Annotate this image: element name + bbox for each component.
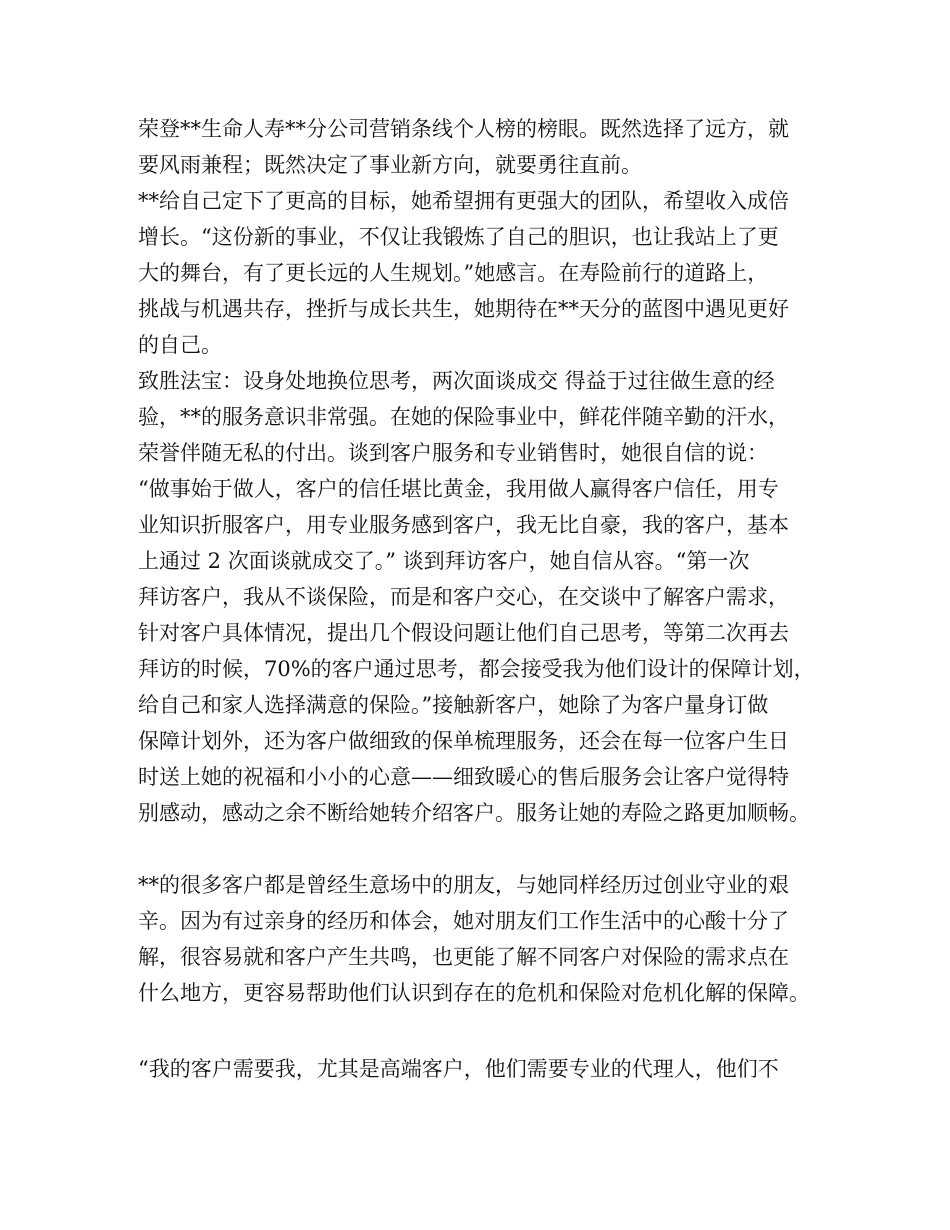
text-line: 给自己和家人选择满意的保险。”接触新客户，她除了为客户量身订做: [138, 693, 769, 717]
text-line: 验，**的服务意识非常强。在她的保险事业中，鲜花伴随辛勤的汗水，: [138, 405, 789, 429]
paragraph-block-2: [138, 867, 818, 1011]
text-line: 增长。“这份新的事业，不仅让我锻炼了自己的胆识，也让我站上了更: [138, 225, 779, 249]
text-line: 业知识折服客户，用专业服务感到客户，我无比自豪，我的客户，基本: [138, 513, 789, 537]
text-line: 大的舞台，有了更长远的人生规划。”她感言。在寿险前行的道路上，: [138, 261, 769, 285]
text-line: 保障计划外，还为客户做细致的保单梳理服务，还会在每一位客户生日: [138, 729, 789, 753]
paragraph-block-3: [138, 1051, 818, 1087]
text-line: 拜访客户，我从不谈保险，而是和客户交心，在交谈中了解客户需求，: [138, 585, 789, 609]
text-line: 拜访的时候，70%的客户通过思考，都会接受我为他们设计的保障计划，: [138, 657, 815, 681]
text-line: 要风雨兼程；既然决定了事业新方向，就要勇往直前。: [138, 153, 642, 177]
text-line: 辛。因为有过亲身的经历和体会，她对朋友们工作生活中的心酸十分了: [138, 909, 789, 933]
text-line: 解，很容易就和客户产生共鸣，也更能了解不同客户对保险的需求点在: [138, 945, 789, 969]
text-line: 挑战与机遇共存，挫折与成长共生，她期待在**天分的蓝图中遇见更好: [138, 297, 789, 321]
text-line: 针对客户具体情况，提出几个假设问题让他们自己思考，等第二次再去: [138, 621, 789, 645]
text-line: 别感动，感动之余不断给她转介绍客户。服务让她的寿险之路更加顺畅。: [138, 801, 810, 825]
text-line: “做事始于做人，客户的信任堪比黄金，我用做人赢得客户信任，用专: [138, 477, 779, 501]
text-line: 什么地方，更容易帮助他们认识到存在的危机和保险对危机化解的保障。: [138, 981, 810, 1005]
paragraph-block-1: [138, 111, 818, 831]
text-line: 致胜法宝：设身处地换位思考，两次面谈成交 得益于过往做生意的经: [138, 369, 775, 393]
text-line: 的自己。: [138, 333, 222, 357]
text-line: 时送上她的祝福和小小的心意——细致暖心的售后服务会让客户觉得特: [138, 765, 789, 789]
text-line: 荣登**生命人寿**分公司营销条线个人榜的榜眼。既然选择了远方，就: [138, 117, 789, 141]
text-line: 荣誉伴随无私的付出。谈到客户服务和专业销售时，她很自信的说：: [138, 441, 768, 465]
text-line: 上通过 2 次面谈就成交了。” 谈到拜访客户，她自信从容。“第一次: [138, 549, 750, 573]
text-line: **的很多客户都是曾经生意场中的朋友，与她同样经历过创业守业的艰: [138, 873, 789, 897]
text-line: **给自己定下了更高的目标，她希望拥有更强大的团队，希望收入成倍: [138, 189, 789, 213]
text-line: “我的客户需要我，尤其是高端客户，他们需要专业的代理人，他们不: [138, 1057, 779, 1081]
